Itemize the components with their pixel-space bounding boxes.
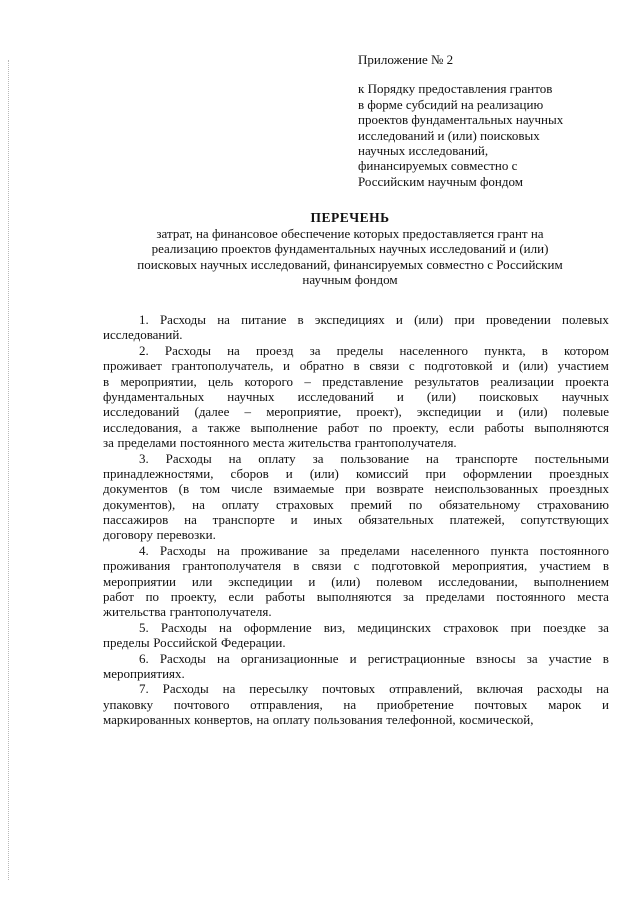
appendix-line: финансируемых совместно с [358, 158, 518, 174]
list-item-line: 7. Расходы на пересылку почтовых отправлений, включая расходы на [139, 681, 609, 697]
list-item-line: 4. Расходы на проживание за пределами населенного пункта постоянного [139, 542, 609, 558]
expense-list [103, 312, 609, 728]
list-item [103, 343, 609, 451]
list-item-line: исследований (далее – мероприятие, проект), экспедиции и (или) полевые [103, 404, 609, 420]
list-item-line: договору перевозки. [103, 527, 216, 543]
list-item-line: жительства грантополучателя. [103, 604, 272, 620]
list-item [103, 312, 609, 343]
list-item-line: исследования, а также выполнение работ по проекту, если работы выполняются [103, 419, 609, 435]
list-item-line: проживания грантополучателя в связи с подготовкой мероприятия, участием в [103, 558, 609, 574]
list-item-line: 1. Расходы на питание в экспедициях и (или) при проведении полевых [139, 312, 609, 327]
list-item-line: документов), на оплату страховых премий по обязательному страхованию [103, 496, 609, 512]
list-item [103, 681, 609, 727]
appendix-line: исследований и (или) поисковых [358, 127, 540, 143]
list-item [103, 451, 609, 543]
heading-line: затрат, на финансовое обеспечение которых предоставляется грант на [156, 226, 544, 241]
list-item-line: исследований. [103, 327, 183, 343]
list-item-line: 3. Расходы на оплату за пользование на транспорте постельными [139, 450, 609, 466]
heading-line: реализацию проектов фундаментальных научных исследований и (или) [151, 241, 549, 257]
heading-line: поисковых научных исследований, финансируемых совместно с Российским [137, 256, 563, 272]
list-item-line: 2. Расходы на проезд за пределы населенного пункта, в котором [139, 342, 609, 358]
list-item-line: в мероприятии, цель которого – представление результатов реализации проекта [103, 373, 609, 389]
list-item [103, 620, 609, 651]
list-item-line: упаковку почтового отправления, на приобретение почтовых марок и [103, 696, 609, 712]
list-item-line: принадлежностями, сборов и (или) комиссий при оформлении проездных [103, 465, 609, 481]
list-item-line: 5. Расходы на оформление виз, медицинских страховок при поездке за [139, 619, 609, 635]
list-item-line: за пределами постоянного места жительства грантополучателя. [103, 435, 457, 451]
list-item-line: 6. Расходы на организационные и регистрационные взносы за участие в [139, 650, 609, 666]
list-item-line: работ по проекту, если работы выполняются за пределами постоянного места [103, 589, 609, 605]
heading-line: научным фондом [302, 272, 398, 288]
list-item-line: маркированных конвертов, на оплату пользования телефонной, космической, [103, 712, 534, 728]
list-item-line: мероприятии или экспедиции и (или) полевом исследовании, выполнением [103, 573, 609, 589]
list-item-line: пределы Российской Федерации. [103, 635, 286, 651]
list-item [103, 543, 609, 620]
appendix-line: научных исследований, [358, 143, 489, 159]
document-heading [90, 210, 610, 288]
appendix-line: к Порядку предоставления грантов [358, 81, 553, 97]
list-item-line: проживает грантополучатель, и обратно в связи с подготовкой и (или) участием [103, 358, 609, 374]
appendix-line: проектов фундаментальных научных [358, 112, 564, 128]
list-item-line: фундаментальных научных исследований и (или) поисковых научных [103, 388, 609, 404]
scan-edge-marks [8, 60, 9, 880]
list-item-line: пассажиров на транспорте и иных обязательных платежей, сопутствующих [103, 512, 609, 528]
appendix-block [358, 52, 608, 189]
list-item-line: мероприятиях. [103, 665, 185, 681]
appendix-line: в форме субсидий на реализацию [358, 96, 544, 112]
appendix-title: Приложение № 2 [358, 52, 454, 67]
list-item-line: документов (в том числе взимаемые при возврате неиспользованных проездных [103, 481, 609, 497]
heading-title: ПЕРЕЧЕНЬ [310, 210, 390, 225]
list-item [103, 651, 609, 682]
appendix-line: Российским научным фондом [358, 173, 523, 189]
